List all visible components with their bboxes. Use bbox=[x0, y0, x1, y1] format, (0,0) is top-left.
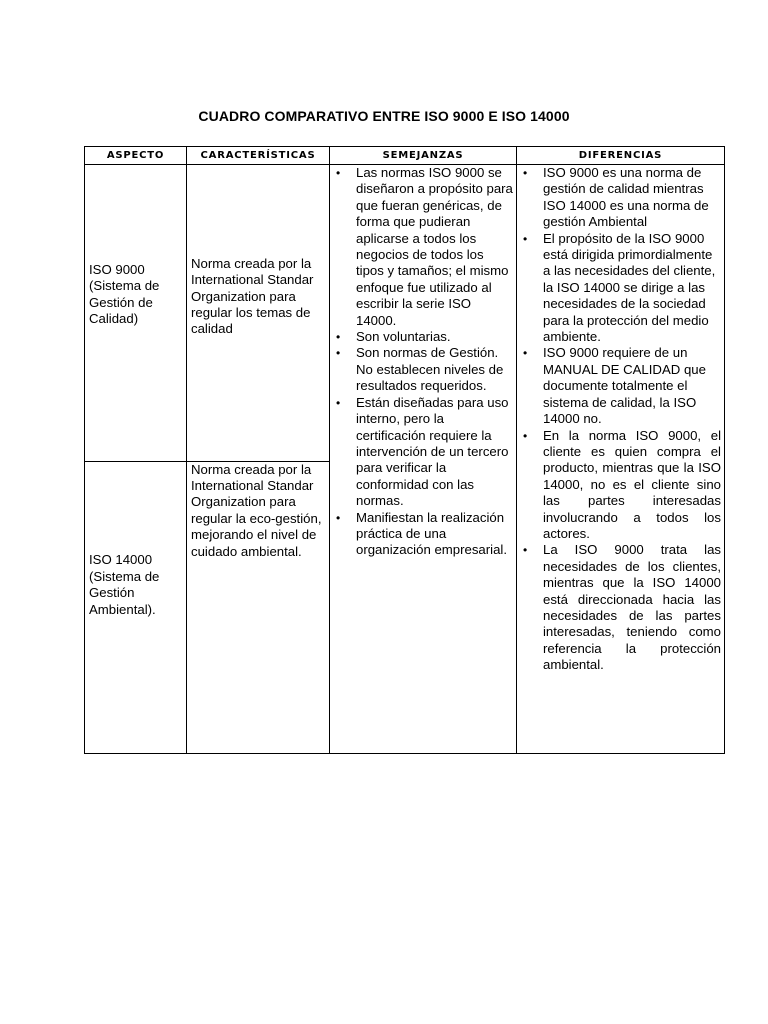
header-diferencias: DIFERENCIAS bbox=[517, 147, 725, 165]
header-caracteristicas: CARACTERÍSTICAS bbox=[187, 147, 330, 165]
differences-list bbox=[517, 165, 724, 674]
list-item: • Están diseñadas para uso interno, pero la certificación requiere la intervención de un tercero para verificar la conformidad con las normas. bbox=[336, 394, 509, 509]
table-row bbox=[85, 165, 725, 462]
list-item: • Son normas de Gestión. No establecen niveles de resultados requeridos. bbox=[336, 345, 504, 394]
comparison-table bbox=[84, 146, 725, 754]
list-item: • ISO 9000 requiere de un MANUAL DE CALIDAD que documente totalmente el sistema de calidad, la ISO 14000 no. bbox=[523, 345, 706, 427]
bullet-icon: • bbox=[523, 543, 528, 558]
bullet-icon: • bbox=[336, 510, 341, 525]
list-item: • ISO 9000 es una norma de gestión de calidad mientras ISO 14000 es una norma de gestión Ambiental bbox=[523, 165, 709, 230]
characteristics-cell bbox=[187, 461, 330, 754]
differences-cell bbox=[517, 165, 725, 754]
list-item: • Manifiestan la realización práctica de una organización empresarial. bbox=[336, 509, 507, 558]
header-semejanzas: SEMEJANZAS bbox=[330, 147, 517, 165]
bullet-icon: • bbox=[523, 346, 528, 361]
characteristics-text: Norma creada por la International Standar Organization para regular la eco-gestión, mejorando el nivel de cuidado ambiental. bbox=[191, 461, 322, 559]
similarities-cell bbox=[330, 165, 517, 754]
page-title: CUADRO COMPARATIVO ENTRE ISO 9000 E ISO 14000 bbox=[198, 108, 570, 124]
characteristics-cell bbox=[187, 165, 330, 462]
list-item: • La ISO 9000 trata las necesidades de los clientes, mientras que la ISO 14000 está direccionada hacia las necesidades de las partes interesadas, teniendo como referencia la protección ambiental. bbox=[523, 542, 721, 673]
list-item: • Son voluntarias. bbox=[336, 329, 451, 345]
list-item: • En la norma ISO 9000, el cliente es quien compra el producto, mientras que la ISO 14000, no es el cliente sino las partes interesadas involucrando a todos los actores. bbox=[523, 427, 721, 541]
similarities-list bbox=[330, 165, 516, 559]
bullet-icon: • bbox=[336, 330, 341, 345]
list-item: • Las normas ISO 9000 se diseñaron a propósito para que fueran genéricas, de forma que pudieran aplicarse a todos los negocios de todos los tipos y tamaños; el mismo enfoque fue utilizado al escribir la serie ISO 14000. bbox=[336, 165, 513, 328]
bullet-icon: • bbox=[336, 395, 341, 410]
bullet-icon: • bbox=[336, 166, 341, 180]
aspect-text: ISO 9000 (Sistema de Gestión de Calidad) bbox=[89, 261, 160, 327]
aspect-cell bbox=[85, 461, 187, 754]
bullet-icon: • bbox=[523, 231, 528, 246]
table-header-row bbox=[85, 147, 725, 165]
aspect-cell bbox=[85, 165, 187, 462]
list-item: • El propósito de la ISO 9000 está dirigida primordialmente a las necesidades del cliente, la ISO 14000 se dirige a las necesidades de la sociedad para la protección del medio ambiente. bbox=[523, 230, 716, 345]
characteristics-text: Norma creada por la International Standar Organization para regular los temas de calidad bbox=[191, 255, 314, 337]
header-aspecto: ASPECTO bbox=[85, 147, 187, 165]
bullet-icon: • bbox=[523, 428, 528, 443]
aspect-text: ISO 14000 (Sistema de Gestión Ambiental). bbox=[89, 552, 160, 617]
bullet-icon: • bbox=[523, 166, 528, 180]
bullet-icon: • bbox=[336, 346, 341, 361]
